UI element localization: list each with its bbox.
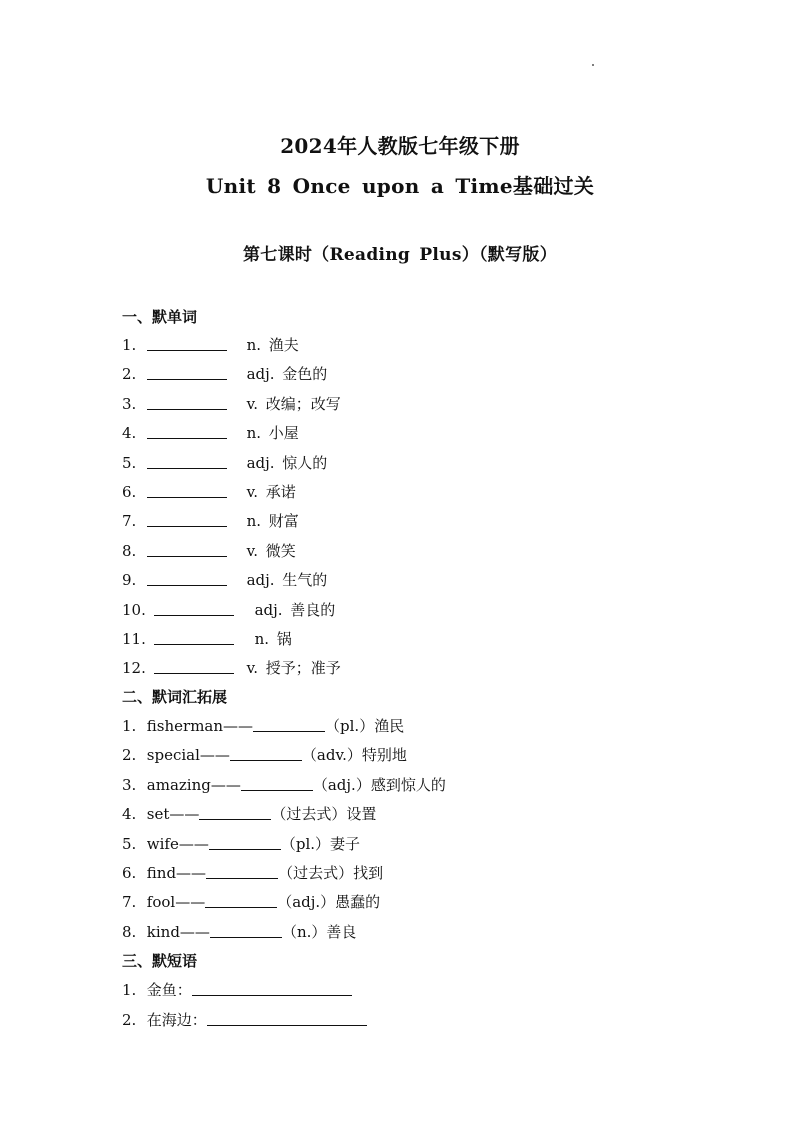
vocab-row: [122, 628, 292, 649]
title-line-1: 2024年人教版七年级下册: [280, 134, 520, 158]
base-word: amazing——: [146, 776, 241, 794]
vocab-row: [122, 599, 335, 620]
page-dot: [592, 64, 594, 66]
vocab-row: [122, 540, 296, 561]
extension-row: [122, 891, 380, 912]
form-hint: （过去式）设置: [271, 805, 377, 823]
phrase-row: [122, 1009, 367, 1030]
answer-blank[interactable]: [154, 630, 234, 645]
word-meaning: v. 授予；准予: [246, 659, 341, 677]
title-line-2: Unit 8 Once upon a Time基础过关: [205, 174, 595, 198]
answer-blank[interactable]: [147, 483, 227, 498]
word-meaning: n. 小屋: [246, 424, 299, 442]
title-line-3: 第七课时（Reading Plus）（默写版）: [242, 245, 558, 265]
extension-row: [122, 921, 356, 942]
vocab-row: [122, 657, 341, 678]
item-number: 8.: [122, 542, 137, 560]
base-word: wife——: [146, 835, 209, 853]
vocab-row: [122, 334, 299, 355]
form-hint: （adj.）感到惊人的: [312, 776, 446, 794]
vocab-row: [122, 510, 299, 531]
vocab-row: [122, 452, 327, 473]
item-number: 1.: [122, 717, 137, 735]
item-number: 6.: [122, 483, 137, 501]
answer-blank[interactable]: [147, 571, 227, 586]
answer-blank[interactable]: [147, 336, 227, 351]
form-hint: （adv.）特别地: [301, 746, 407, 764]
answer-blank[interactable]: [209, 835, 281, 850]
answer-blank[interactable]: [147, 424, 227, 439]
item-number: 12.: [122, 659, 146, 677]
extension-row: [122, 774, 446, 795]
vocab-row: [122, 363, 327, 384]
answer-blank[interactable]: [147, 542, 227, 557]
item-number: 4.: [122, 424, 137, 442]
item-number: 1.: [122, 336, 137, 354]
answer-blank[interactable]: [147, 395, 227, 410]
answer-blank[interactable]: [206, 864, 278, 879]
answer-blank[interactable]: [210, 923, 282, 938]
extension-row: [122, 715, 404, 736]
answer-blank[interactable]: [199, 805, 271, 820]
item-number: 6.: [122, 864, 137, 882]
item-number: 2.: [122, 746, 137, 764]
extension-row: [122, 862, 383, 883]
word-meaning: n. 财富: [246, 512, 299, 530]
base-word: special——: [146, 746, 230, 764]
phrase-prompt: 金鱼：: [146, 981, 192, 999]
vocab-row: [122, 569, 327, 590]
item-number: 3.: [122, 395, 137, 413]
form-hint: （adj.）愚蠢的: [277, 893, 381, 911]
word-meaning: adj. 惊人的: [246, 454, 328, 472]
answer-blank[interactable]: [154, 601, 234, 616]
answer-blank[interactable]: [192, 981, 352, 996]
section-2-heading: 二、默词汇拓展: [122, 688, 228, 706]
item-number: 2.: [122, 1011, 137, 1029]
item-number: 5.: [122, 454, 137, 472]
item-number: 1.: [122, 981, 137, 999]
answer-blank[interactable]: [241, 776, 313, 791]
vocab-row: [122, 422, 299, 443]
item-number: 10.: [122, 601, 146, 619]
extension-row: [122, 833, 360, 854]
section-1-heading: 一、默单词: [122, 308, 198, 326]
item-number: 11.: [122, 630, 146, 648]
word-meaning: v. 微笑: [246, 542, 296, 560]
answer-blank[interactable]: [230, 746, 302, 761]
item-number: 3.: [122, 776, 137, 794]
base-word: fool——: [146, 893, 206, 911]
item-number: 8.: [122, 923, 137, 941]
extension-row: [122, 744, 407, 765]
word-meaning: v. 承诺: [246, 483, 296, 501]
item-number: 9.: [122, 571, 137, 589]
item-number: 2.: [122, 365, 137, 383]
answer-blank[interactable]: [147, 365, 227, 380]
word-meaning: n. 渔夫: [246, 336, 299, 354]
item-number: 5.: [122, 835, 137, 853]
section-3-heading: 三、默短语: [122, 952, 198, 970]
word-meaning: adj. 金色的: [246, 365, 328, 383]
word-meaning: adj. 生气的: [246, 571, 328, 589]
phrase-prompt: 在海边：: [146, 1011, 207, 1029]
answer-blank[interactable]: [207, 1011, 367, 1026]
word-meaning: v. 改编；改写: [246, 395, 341, 413]
item-number: 7.: [122, 893, 137, 911]
answer-blank[interactable]: [154, 659, 234, 674]
answer-blank[interactable]: [205, 893, 277, 908]
base-word: set——: [146, 805, 200, 823]
answer-blank[interactable]: [147, 512, 227, 527]
form-hint: （pl.）渔民: [325, 717, 405, 735]
answer-blank[interactable]: [253, 717, 325, 732]
form-hint: （过去式）找到: [278, 864, 384, 882]
form-hint: （pl.）妻子: [280, 835, 361, 853]
extension-row: [122, 803, 376, 824]
vocab-row: [122, 393, 341, 414]
answer-blank[interactable]: [147, 454, 227, 469]
phrase-row: [122, 979, 352, 1000]
word-meaning: n. 锅: [254, 630, 292, 648]
word-meaning: adj. 善良的: [254, 601, 336, 619]
base-word: find——: [146, 864, 207, 882]
vocab-row: [122, 481, 296, 502]
item-number: 4.: [122, 805, 137, 823]
item-number: 7.: [122, 512, 137, 530]
form-hint: （n.）善良: [281, 923, 357, 941]
base-word: kind——: [146, 923, 210, 941]
base-word: fisherman——: [146, 717, 254, 735]
